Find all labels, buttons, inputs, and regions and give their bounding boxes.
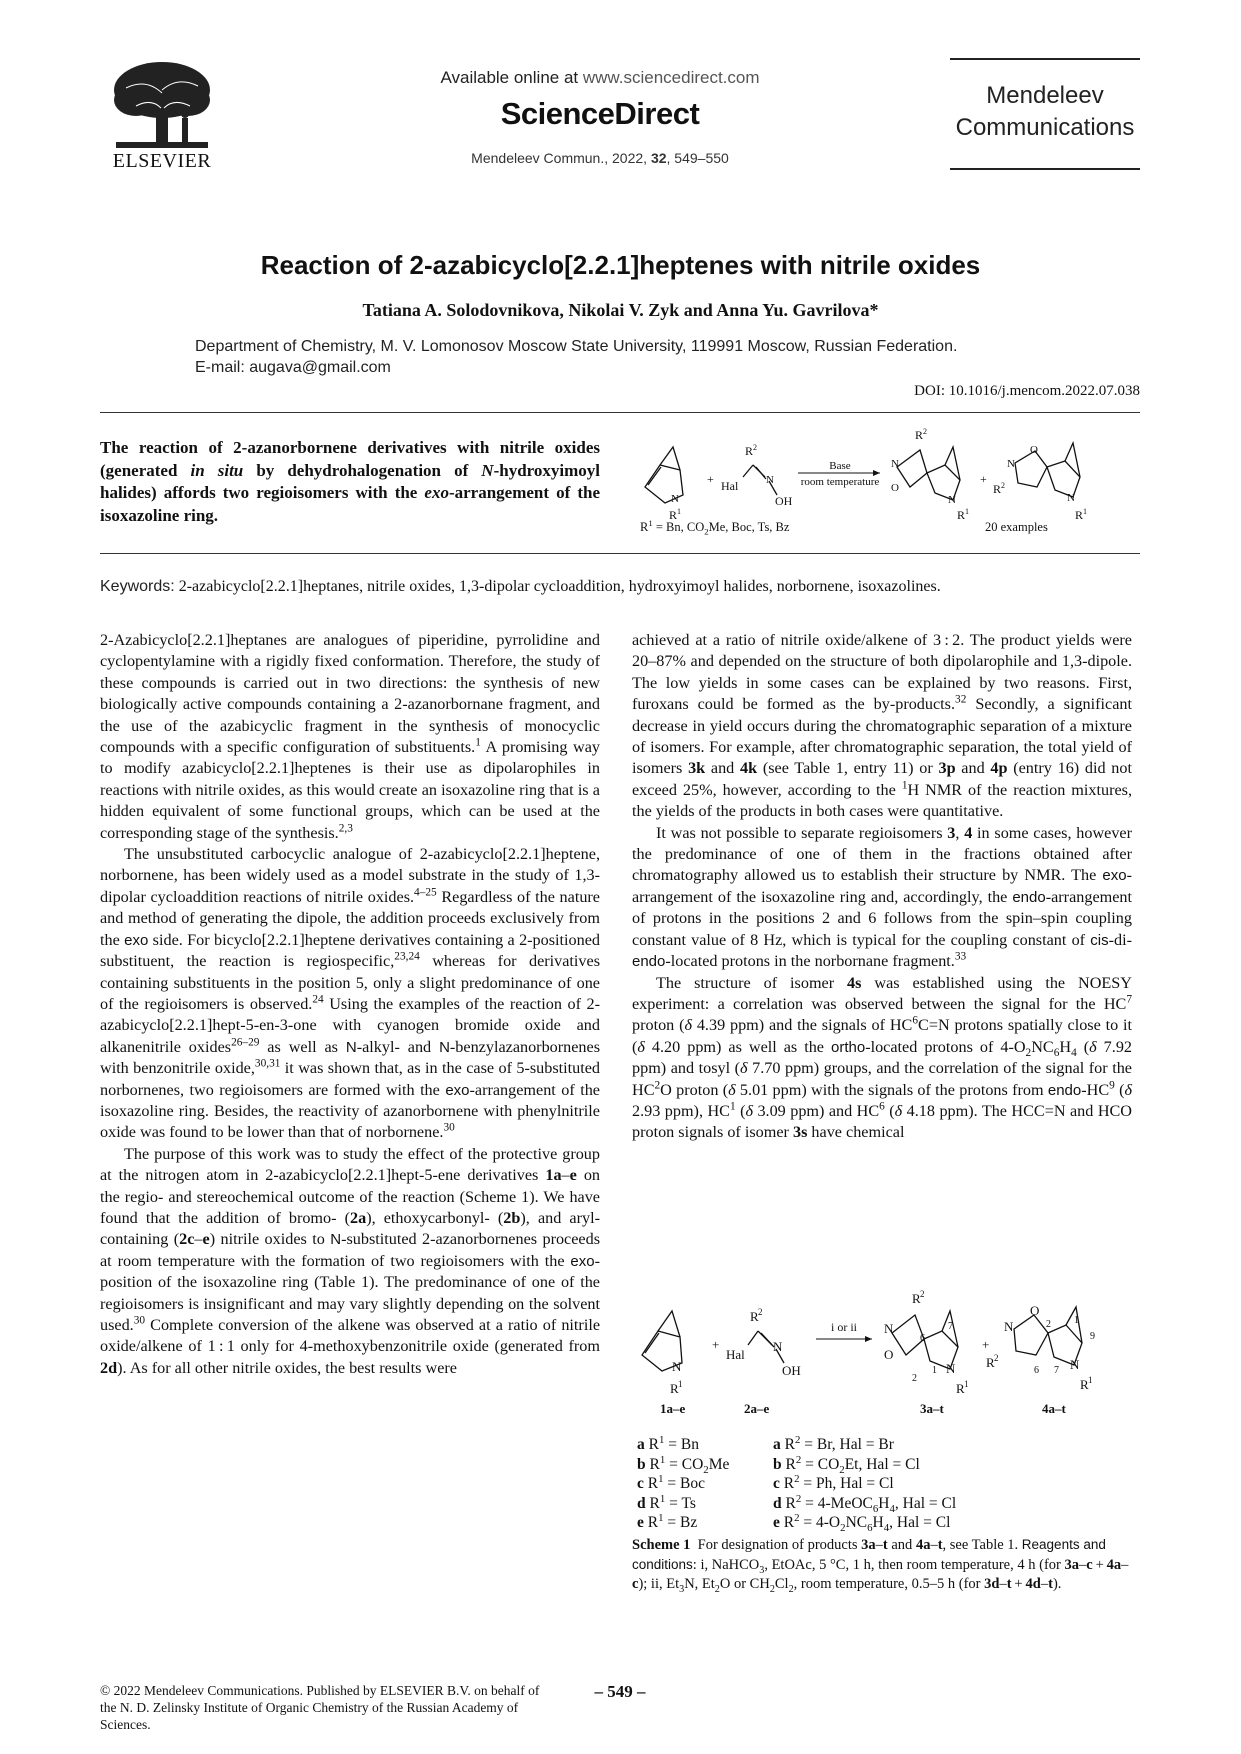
- availability-line: [400, 68, 800, 88]
- svg-text:R: R: [745, 444, 754, 458]
- copyright-notice: © 2022 Mendeleev Communications. Published by ELSEVIER B.V. on behalf of the N. D. Zelinsky Institute of Organic Chemistry of the Russian Academy of Sciences.: [100, 1683, 540, 1732]
- ga-r1-prefix: R: [640, 520, 649, 534]
- svg-text:2: 2: [912, 1373, 917, 1384]
- svg-text:+: +: [712, 1337, 720, 1352]
- paragraph-6: The structure of isomer 4s was established using the NOESY experiment: a correlation was observed between the signal for the $HC^7$ proton (δ 4.39 ppm) and the signals of $HC^6C=N$ protons spatially close to it (δ 4.20 ppm) as well as the ortho-located protons of $4-O_2NC_6H_4$ (δ 7.92 ppm) and tosyl (δ 7.70 ppm) groups, and the correlation of the signal for the $HC^2O$ proton (δ 5.01 ppm) with the signals of the protons from endo-$HC^9$ (δ 2.93 ppm), $HC^1$ (δ 3.09 ppm) and $HC^6$ (δ 4.18 ppm). The HCC=N and HCO proton signals of isomer 3s have chemical: [632, 973, 1133, 1142]
- doi[interactable]: DOI: 10.1016/j.mencom.2022.07.038: [914, 383, 1140, 399]
- svg-text:1: 1: [1088, 1375, 1093, 1385]
- journal-citation-b: , 549–550: [666, 150, 729, 166]
- journal-citation-a: Mendeleev Commun., 2022,: [471, 150, 651, 166]
- r1-d: = Ts: [665, 1494, 696, 1512]
- affiliation-address: Department of Chemistry, M. V. Lomonosov Moscow State University, 119991 Moscow, Russian Federation.: [195, 338, 958, 355]
- svg-text:R: R: [670, 1381, 679, 1396]
- svg-text:N: N: [1070, 1357, 1080, 1372]
- elsevier-wordmark: ELSEVIER: [112, 150, 212, 172]
- svg-text:N: N: [1067, 492, 1075, 504]
- svg-text:R: R: [993, 482, 1002, 496]
- svg-text:1: 1: [678, 1379, 683, 1389]
- scheme-label-2: 2a–e: [744, 1401, 770, 1416]
- keywords-label: Keywords:: [100, 578, 175, 595]
- svg-text:1: 1: [1074, 1315, 1079, 1326]
- r2-a: = Br, Hal = Br: [800, 1436, 894, 1453]
- svg-text:R: R: [912, 1291, 921, 1306]
- sciencedirect-link[interactable]: www.sciencedirect.com: [582, 68, 760, 87]
- svg-text:R: R: [986, 1355, 995, 1370]
- scheme-label-1: 1a–e: [660, 1401, 686, 1416]
- ga-base: Base: [829, 460, 851, 472]
- svg-text:O: O: [891, 482, 899, 494]
- ga-product-4: [1015, 443, 1080, 497]
- body-column-right: [632, 630, 1132, 1144]
- keywords-text: 2-azabicyclo[2.2.1]heptanes, nitrile oxides, 1,3-dipolar cycloaddition, hydroxyimoyl halides, norbornene, isoxazolines.: [174, 578, 941, 595]
- abstract-text-b: by dehydrohalogenation of: [243, 460, 482, 480]
- divider-top: [100, 412, 1140, 413]
- svg-text:1: 1: [932, 1365, 937, 1376]
- abstract-text-a: The reaction of 2-azanorbornene derivatives with nitrile oxides (generated: [100, 438, 600, 480]
- ga-conditions: room temperature: [800, 476, 880, 488]
- ga-examples: 20 examples: [985, 520, 1048, 534]
- r2-b: = CO: [801, 1455, 840, 1473]
- scheme-label-4: 4a–t: [1042, 1401, 1066, 1416]
- svg-text:2: 2: [1001, 481, 1005, 490]
- svg-text:N: N: [766, 474, 774, 486]
- paragraph-1: 2-Azabicyclo[2.2.1]heptanes are analogues of piperidine, pyrrolidine and cyclopentylamine with a rigidly fixed conformation. Therefore, the study of these compounds is carried out in two directions: the synthesis of new biologically active compounds containing a 2-azanorbornane fragment, and the use of the azabicyclic fragment in the synthesis of monocyclic compounds with a specific configuration of substituents.$^1$ A promising way to modify azabicyclo[2.2.1]heptenes is their use as dipolarophiles in reactions with nitrile oxides, as this would create an isoxazoline ring that is a hidden equivalent of some functional groups, which can be used at the corresponding stage of the synthesis.$^{2,3}$: [100, 631, 600, 842]
- scheme-1-conditions: i or ii: [831, 1320, 857, 1334]
- article-title: Reaction of 2-azabicyclo[2.2.1]heptenes with nitrile oxides: [260, 250, 981, 280]
- abstract-in-situ: in situ: [190, 460, 244, 480]
- paragraph-4: achieved at a ratio of nitrile oxide/alkene of 3 : 2. The product yields were 20–87% and depended on the structure of both dipolarophile and 1,3-dipole. The low yields in some cases can be explained by two reasons. First, furoxans could be formed as the by-products.$^{32}$ Secondly, a significant decrease in yield occurs during the chromatographic separation of a mixture of isomers. For example, after chromatographic separation, the total yield of isomers 3k and 4k (see Table 1, entry 11) or 3p and 4p (entry 16) did not exceed 25%, however, according to the $^1$H NMR of the reaction mixtures, the yields of the products in both cases were quantitative.: [632, 631, 1133, 821]
- svg-text:R: R: [750, 1309, 759, 1324]
- svg-text:1: 1: [964, 1379, 969, 1389]
- svg-text:R: R: [915, 428, 924, 442]
- affiliation: [195, 336, 1055, 378]
- article-authors: Tatiana A. Solodovnikova, Nikolai V. Zyk and Anna Yu. Gavrilova*: [362, 300, 879, 320]
- svg-text:OH: OH: [782, 1363, 801, 1378]
- svg-text:N: N: [1004, 1319, 1014, 1334]
- svg-text:7: 7: [1054, 1365, 1059, 1376]
- scheme-caption: Scheme 1 For designation of products 3a–t and 4a–t, see Table 1. Reagents and conditions: i, NaHCO$_3$, EtOAc, 5 °C, 1 h, then room temperature, 4 h (for 3a–c + 4a–c); ii, $Et_3N$, $Et_2O$ or $CH_2Cl_2$, room temperature, 0.5–5 h (for 3d–t + 4d–t).: [632, 1537, 1129, 1595]
- svg-text:R: R: [669, 508, 678, 522]
- journal-name-line2: Communications: [955, 114, 1135, 141]
- ga-r1-list-b: Me, Boc, Ts, Bz: [708, 520, 790, 534]
- paragraph-2: The unsubstituted carbocyclic analogue of 2-azabicyclo[2.2.1]heptene, norbornene, has been widely used as a model substrate in the study of 1,3-dipolar cycloaddition reactions of nitrile oxides.$^{4-25}$ Regardless of the nature and method of generating the dipole, the addition proceeds exclusively from the exo side. For bicyclo[2.2.1]heptene derivatives containing a 2-positioned substituent, the reaction is regiospecific,$^{23,24}$ whereas for derivatives containing substituents in the position 5, only a slight predominance of one of the regioisomers is observed.$^{24}$ Using the examples of the reaction of 2-azabicyclo[2.2.1]hept-5-en-3-one with cyanogen bromide oxide and alkanenitrile oxides$^{26-29}$ as well as N-alkyl- and N-benzylazanorbornenes with benzonitrile oxide,$^{30,31}$ it was shown that, as in the case of 5-substituted norbornenes, two regioisomers are formed with the exo-arrangement of the isoxazoline ring. Besides, the reactivity of azanorbornene with phenylnitrile oxide was found to be lower than that of norbornene.$^{30}$: [100, 845, 601, 1142]
- svg-text:2: 2: [753, 443, 757, 452]
- ga-r1-list: $R^1 = Bn$, $CO_2Me$, Boc, Ts, Bz: [640, 517, 790, 537]
- svg-text:N: N: [773, 1339, 783, 1354]
- svg-text:Hal: Hal: [726, 1347, 745, 1362]
- abstract-exo: exo: [424, 483, 449, 502]
- svg-text:1: 1: [1083, 507, 1087, 516]
- availability-prefix: Available online at: [440, 68, 583, 87]
- svg-text:O: O: [1030, 1303, 1040, 1318]
- svg-text:O: O: [884, 1347, 894, 1362]
- svg-text:2: 2: [994, 1353, 999, 1363]
- svg-text:7: 7: [948, 1321, 953, 1332]
- svg-text:R: R: [956, 1381, 965, 1396]
- svg-text:6: 6: [1034, 1365, 1039, 1376]
- journal-name: [950, 80, 1140, 144]
- svg-text:1: 1: [965, 507, 969, 516]
- svg-text:N: N: [948, 494, 956, 506]
- ga-r1-list-a: = Bn, CO: [652, 520, 705, 534]
- paragraph-3: The purpose of this work was to study the effect of the protective group at the nitrogen atom in 2-azabicyclo[2.2.1]hept-5-ene derivatives 1a–e on the regio- and stereochemical outcome of the reaction (Scheme 1). We have found that the addition of bromo- (2a), ethoxycarbonyl- (2b), and aryl-containing (2c–e) nitrile oxides to N-substituted 2-azanorbornenes proceeds at room temperature with the formation of two regioisomers with the exo-position of the isoxazoline ring (Table 1). The predominance of one of the regioisomers is insignificant and may vary slightly depending on the solvent used.$^{30}$ Complete conversion of the alkene was observed at a ratio of nitrile oxide/alkene of 1 : 1 only for 4-methoxybenzonitrile oxide (generated from 2d). As for all other nitrile oxides, the best results were: [100, 1144, 601, 1377]
- svg-text:2: 2: [1046, 1319, 1051, 1330]
- r1-c: = Boc: [663, 1475, 705, 1492]
- r2-c: = Ph, Hal = Cl: [799, 1475, 894, 1492]
- page-number: – 549 –: [594, 1682, 646, 1701]
- ga-plus-2: +: [980, 472, 987, 486]
- r1-a: = Bn: [664, 1436, 699, 1453]
- svg-text:2: 2: [920, 1289, 925, 1299]
- svg-text:2: 2: [758, 1307, 763, 1317]
- body-column-left: [100, 630, 600, 1379]
- journal-citation: [400, 150, 800, 166]
- scheme-label-3: 3a–t: [920, 1401, 944, 1416]
- abstract-n: N: [481, 460, 494, 480]
- scheme-substituents: a $R^1 = Bn$ a $R^2 = Br$, Hal = Br b $R^1 = CO_2Me$ b $R^2 = CO_2Et$, Hal = Cl c $R^1$ = Boc c $R^2 = Ph$, Hal = Cl d $R^1 = Ts$ d $R^2$ = $4-MeOC_6H_4$, Hal = Cl e $R^1 = Bz$ e $R^2 = 4-O_2NC_6H_4$, Hal = Cl: [637, 1433, 957, 1535]
- ga-product-3: [897, 447, 960, 500]
- abstract-text-c: -hydroxyimoyl halides) affords two regioisomers with the: [100, 460, 600, 502]
- svg-text:6: 6: [920, 1333, 925, 1344]
- journal-volume: 32: [650, 150, 667, 166]
- journal-name-line1: Mendeleev: [986, 82, 1104, 109]
- svg-text:R: R: [1075, 508, 1084, 522]
- r1-b: = CO: [665, 1455, 704, 1473]
- svg-text:9: 9: [1090, 1331, 1095, 1342]
- svg-text:N: N: [946, 1361, 956, 1376]
- svg-text:N: N: [891, 458, 899, 470]
- divider-bottom: [100, 553, 1140, 554]
- svg-text:N: N: [1007, 458, 1015, 470]
- abstract-text-d: -arrangement of the isoxazoline ring.: [100, 483, 600, 525]
- sciencedirect-wordmark: ScienceDirect: [500, 96, 700, 131]
- r2-d: = 4-MeOC: [801, 1494, 873, 1512]
- svg-text:1: 1: [677, 507, 681, 516]
- svg-text:R: R: [957, 508, 966, 522]
- svg-text:2: 2: [923, 427, 927, 436]
- ga-plus-1: +: [707, 472, 714, 486]
- affiliation-email[interactable]: E-mail: augava@gmail.com: [195, 359, 391, 376]
- ga-oh: OH: [775, 494, 793, 508]
- svg-text:R: R: [1080, 1377, 1089, 1392]
- paragraph-5: It was not possible to separate regioisomers 3, 4 in some cases, however the predominance of one of them in the fractions obtained after chromatography allowed us to establish their structure by NMR. The exo-arrangement of the isoxazoline ring and, accordingly, the endo-arrangement of protons in the positions 2 and 6 follows from the spin–spin coupling constant value of 8 Hz, which is typical for the coupling constant of cis-di-endo-located protons in the norbornane fragment.$^{33}$: [632, 823, 1132, 971]
- abstract: [100, 437, 600, 527]
- keywords: [100, 578, 1145, 596]
- r1-e: = Bz: [663, 1514, 698, 1531]
- journal-name-box: [950, 58, 1140, 170]
- ga-hal: Hal: [721, 479, 739, 493]
- svg-text:N: N: [884, 1321, 894, 1336]
- svg-text:N: N: [672, 1359, 682, 1374]
- svg-text:+: +: [982, 1337, 990, 1352]
- svg-text:N: N: [671, 493, 679, 505]
- r2-e: = 4-O: [799, 1514, 841, 1531]
- svg-text:O: O: [1030, 444, 1038, 456]
